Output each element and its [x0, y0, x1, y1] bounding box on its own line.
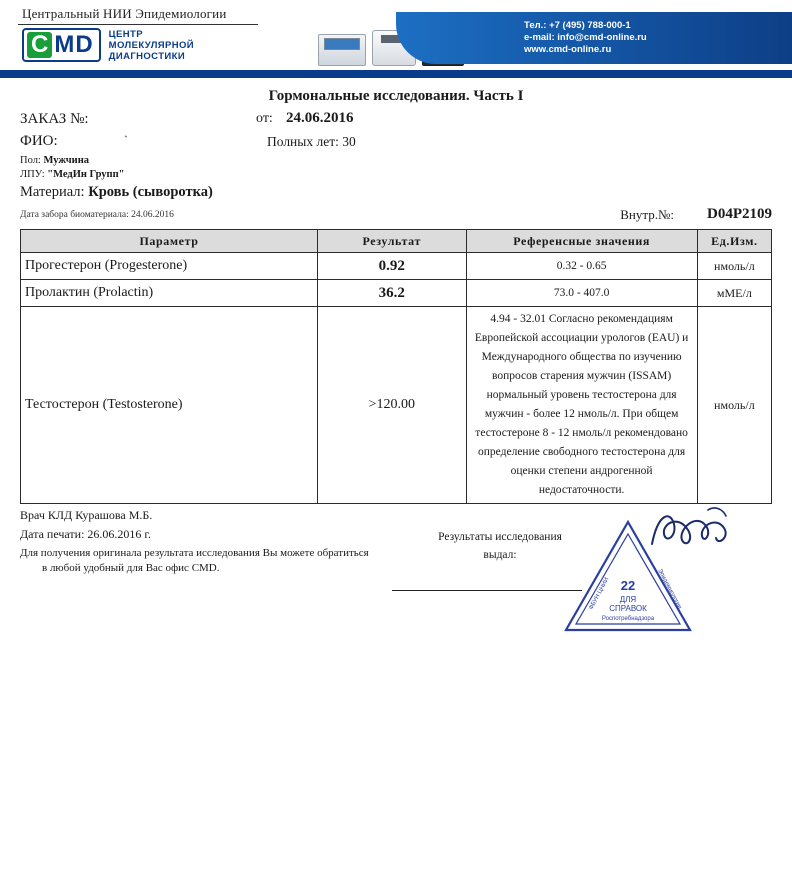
- row-parameter: Прогестерон (Progesterone): [21, 253, 318, 280]
- contact-phone: Тел.: +7 (495) 788-000-1: [524, 20, 631, 31]
- order-date-label: от:: [256, 111, 273, 126]
- row-parameter: Тестостерон (Testosterone): [21, 307, 318, 504]
- patient-sex-line: [20, 155, 772, 166]
- row-unit: нмоль/л: [697, 307, 771, 504]
- row-result: 0.92: [318, 253, 467, 280]
- patient-sex-label: Пол:: [20, 155, 41, 166]
- header-bottom-bar: [0, 70, 792, 78]
- results-table: [20, 229, 772, 504]
- row-parameter: Пролактин (Prolactin): [21, 280, 318, 307]
- svg-text:Роспотребнадзора: Роспотребнадзора: [601, 616, 655, 622]
- svg-text:ФБУН ЦНИИ: ФБУН ЦНИИ: [588, 576, 611, 611]
- biomaterial-date-label: [20, 210, 174, 220]
- print-date: Дата печати: 26.06.2016 г.: [20, 527, 151, 541]
- row-result: >120.00: [318, 307, 467, 504]
- logo-subtitle-line1: ЦЕНТР: [108, 28, 143, 40]
- logo-subtitle: [109, 29, 194, 62]
- row-unit: мМЕ/л: [697, 280, 771, 307]
- patient-name-value: `: [124, 133, 128, 147]
- clinic-label: ЛПУ:: [20, 169, 45, 180]
- issued-line-1: Результаты исследования: [438, 531, 562, 543]
- row-unit: нмоль/л: [697, 253, 771, 280]
- logo-subtitle-line2: МОЛЕКУЛЯРНОЙ: [108, 39, 195, 51]
- contact-email: e-mail: info@cmd-online.ru: [524, 32, 647, 43]
- column-header-unit: Ед.Изм.: [697, 230, 771, 253]
- meta-row: [20, 207, 772, 225]
- contact-website[interactable]: www.cmd-online.ru: [524, 44, 612, 55]
- logo-subtitle-line3: ДИАГНОСТИКИ: [108, 50, 186, 62]
- order-number-label: ЗАКАЗ №:: [20, 111, 89, 127]
- handwritten-signature: [648, 504, 738, 560]
- signature-line: [392, 590, 582, 591]
- row-result: 36.2: [318, 280, 467, 307]
- analyzer-device-icon: [318, 34, 366, 66]
- order-line: [20, 111, 772, 131]
- table-row: [21, 307, 772, 504]
- table-row: [21, 280, 772, 307]
- institute-name: Центральный НИИ Эпидемиологии: [22, 6, 227, 21]
- issued-line-2: выдал:: [483, 549, 517, 561]
- patient-name-label: ФИО:: [20, 133, 58, 149]
- clinic-value: "МедИн Групп": [47, 169, 125, 180]
- biomaterial-date-value: 24.06.2016: [131, 210, 174, 220]
- logo-letter-c: C: [27, 32, 52, 58]
- internal-number-label: Внутр.№:: [620, 207, 674, 222]
- doctor-name: Врач КЛД Курашова М.Б.: [20, 508, 153, 522]
- biomaterial-label-text: Дата забора биоматериала:: [20, 210, 129, 220]
- table-header-row: [21, 230, 772, 253]
- material-line: [20, 184, 772, 201]
- contact-banner: [396, 12, 792, 64]
- column-header-result: Результат: [318, 230, 467, 253]
- internal-number-value: D04P2109: [707, 206, 772, 222]
- cmd-logo: [22, 28, 194, 62]
- table-row: [21, 253, 772, 280]
- letterhead-header: [0, 0, 792, 78]
- column-header-reference: Референсные значения: [466, 230, 697, 253]
- svg-text:22: 22: [620, 578, 636, 593]
- row-reference: 0.32 - 0.65: [466, 253, 697, 280]
- svg-text:Эпидемиологии: Эпидемиологии: [656, 568, 683, 610]
- material-label: Материал:: [20, 184, 85, 200]
- material-value: Кровь (сыворотка): [88, 184, 213, 200]
- header-divider-line: [18, 24, 258, 25]
- patient-age: Полных лет: 30: [267, 134, 356, 149]
- logo-letters-md: MD: [54, 31, 94, 58]
- patient-sex-value: Мужчина: [43, 155, 89, 166]
- row-reference: 4.94 - 32.01 Согласно рекомендациям Европейской ассоциации урологов (EAU) и Международного общества по изучению вопросов старения мужчин (ISSAM) нормальный уровень тестостерона для мужчин - более 12 нмоль/л. При общем тестостероне 8 - 12 нмоль/л рекомендовано определение свободного тестостерона для оценки степени андрогенной недостаточности.: [466, 307, 697, 504]
- order-date-value: 24.06.2016: [286, 110, 354, 126]
- logo-badge: [22, 28, 101, 62]
- svg-text:ДЛЯ: ДЛЯ: [619, 595, 637, 604]
- clinic-line: [20, 169, 772, 180]
- row-reference: 73.0 - 407.0: [466, 280, 697, 307]
- contact-info: [524, 20, 647, 56]
- note-line-1: Для получения оригинала результата исследования Вы можете обратиться: [20, 547, 369, 559]
- patient-line: [20, 133, 772, 153]
- document-title: Гормональные исследования. Часть I: [268, 88, 524, 104]
- svg-text:СПРАВОК: СПРАВОК: [609, 604, 647, 613]
- report-footer: [20, 508, 772, 638]
- column-header-parameter: Параметр: [21, 230, 318, 253]
- note-line-2: в любой удобный для Вас офис CMD.: [42, 562, 220, 574]
- report-body: [0, 88, 792, 638]
- original-copy-note: [20, 546, 420, 576]
